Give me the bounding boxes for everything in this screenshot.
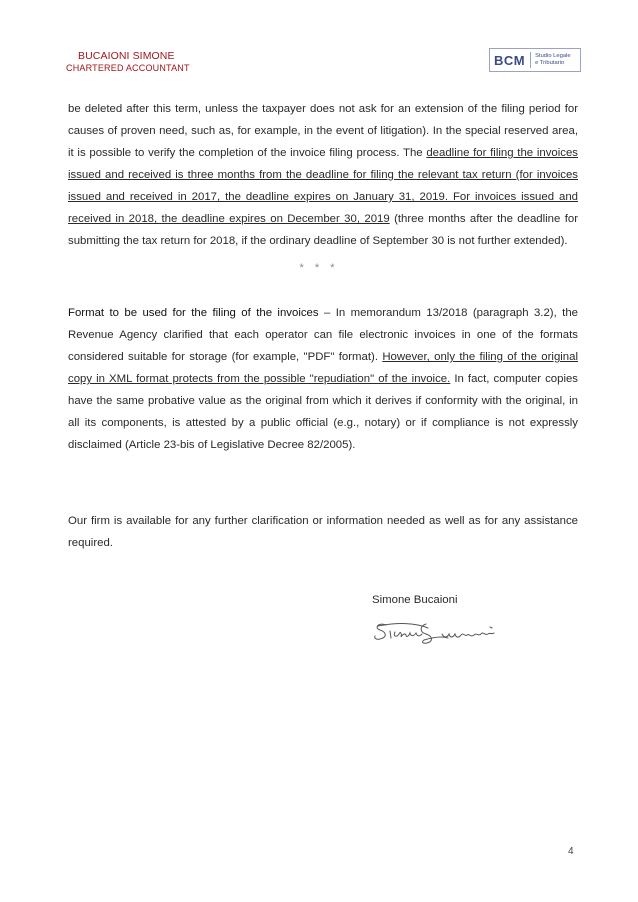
logo-line-1: Studio Legale [535,53,571,59]
bcm-logo [489,48,581,72]
para1-text-1: be deleted after this term, unless the taxpayer does not ask for an extension of the filing period for causes of proven need, such as, for example, in the event of litigation). In the special reserved area, it is possible to verify the completion of the invoice filing process. The [68,103,578,159]
para1-underlined: deadline for filing the invoices issued and received is three months from the deadline for filing the relevant tax return (for invoices issued and received in 2017, the deadline expires on January 31, 2019. For invoices issued and received in 2018, the deadline expires on December 30, 2019 [68,147,578,225]
para2-heading: Format to be used for the filing of the invoices [68,307,319,319]
firm-header [66,50,190,74]
logo-mark: BCM [494,52,526,68]
section-separator: * * * [299,262,339,274]
page-number: 4 [568,846,574,857]
paragraph-format [68,302,578,456]
logo-line-2: e Tributario [535,60,565,66]
logo-subtitle [531,53,570,67]
para2-text-1: – In memorandum 13/2018 (paragraph 3.2), the Revenue Agency clarified that each operator can file electronic invoices in one of the formats considered suitable for storage (for example, "PDF" format). [68,307,578,363]
para2-underlined: However, only the filing of the original copy in XML format protects from the possible "repudiation" of the invoice. [68,351,579,385]
paragraph-filing-deadline [68,98,578,252]
para1-text-2: (three months after the deadline for submitting the tax return for 2018, if the ordinary deadline of September 30 is not further extended). [68,213,579,247]
firm-role: CHARTERED ACCOUNTANT [66,63,190,73]
paragraph-closing [68,510,578,554]
para2-text-2: In fact, computer copies have the same probative value as the original from which it derives if conformity with the original, in all its components, is attested by a public official (e.g., notary) or if compliance is not expressly disclaimed (Article 23-bis of Legislative Decree 82/2005). [68,373,578,451]
firm-name: BUCAIONI SIMONE [78,50,175,62]
closing-text: Our firm is available for any further clarification or information needed as well as for any assistance required. [68,515,578,549]
handwritten-signature [372,616,502,646]
signatory-name: Simone Bucaioni [372,594,458,606]
